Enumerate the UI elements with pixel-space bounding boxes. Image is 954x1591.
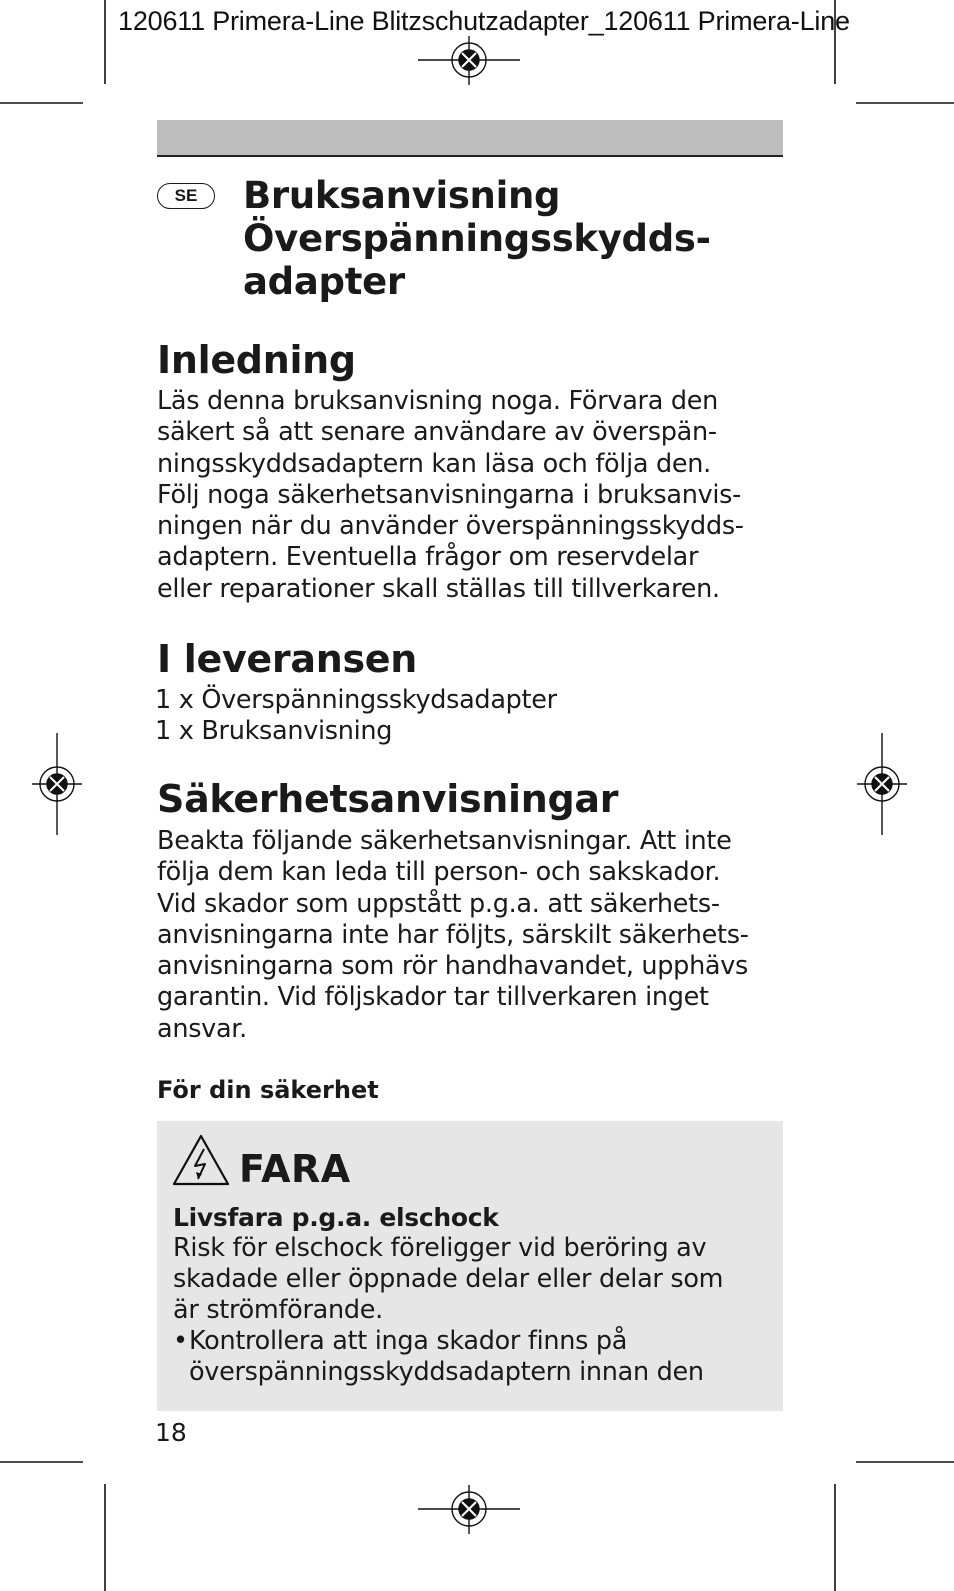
safety-heading: Säkerhetsanvisningar [157, 777, 619, 821]
danger-heading: Livsfara p.g.a. elschock [173, 1203, 499, 1232]
intro-heading: Inledning [157, 338, 356, 382]
title-line: Bruksanvisning [243, 174, 561, 217]
text-line: garantin. Vid följskador tar tillverkaren inget [157, 982, 709, 1013]
delivery-list [155, 685, 795, 748]
bullet-text [173, 1326, 773, 1388]
text-line: säkert så att senare användare av överspän- [157, 417, 717, 448]
high-voltage-warning-icon [171, 1133, 231, 1187]
safety-subheading: För din säkerhet [157, 1076, 379, 1104]
registration-mark-right [857, 733, 907, 835]
safety-paragraph [157, 826, 797, 1045]
registration-mark-left [32, 733, 82, 835]
text-line: ansvar. [157, 1013, 247, 1044]
text-line: adaptern. Eventuella frågor om reservdelar [157, 542, 699, 573]
title-line: Överspänningsskydds- [243, 217, 711, 260]
text-line: ningsskyddsadaptern kan läsa och följa den. [157, 448, 711, 479]
registration-mark-bottom [418, 1485, 520, 1534]
title-line: adapter [243, 260, 405, 303]
document-title [243, 174, 803, 303]
danger-warning-box [157, 1121, 783, 1411]
text-line: Läs denna bruksanvisning noga. Förvara den [157, 386, 718, 416]
text-line: överspänningsskyddsadaptern innan den [189, 1357, 704, 1387]
header-grey-bar [157, 120, 783, 157]
language-badge: SE [157, 183, 215, 209]
page-number: 18 [155, 1418, 187, 1447]
text-line: Beakta följande säkerhetsanvisningar. Att inte [157, 826, 732, 856]
text-line: eller reparationer skall ställas till tillverkaren. [157, 573, 720, 604]
intro-paragraph [157, 386, 797, 605]
text-line: Risk för elschock föreligger vid beröring av [173, 1233, 707, 1263]
delivery-heading: I leveransen [157, 637, 417, 681]
danger-bullet-item [173, 1326, 773, 1388]
text-line: är strömförande. [173, 1295, 383, 1325]
text-line: Kontrollera att inga skador finns på [189, 1326, 628, 1356]
list-item: 1 x Bruksanvisning [155, 716, 393, 747]
text-line: ningen när du använder överspänningsskydds- [157, 511, 744, 542]
list-item: 1 x Överspänningsskydsadapter [155, 685, 557, 715]
text-line: följa dem kan leda till person- och sakskador. [157, 857, 721, 888]
text-line: Vid skador som uppstått p.g.a. att säkerhets- [157, 888, 720, 919]
text-line: anvisningarna som rör handhavandet, upphävs [157, 951, 749, 982]
registration-mark-top [418, 36, 520, 85]
danger-label: FARA [239, 1147, 351, 1191]
text-line: skadade eller öppnade delar eller delar som [173, 1264, 724, 1294]
bullet-dot-icon: • [173, 1326, 188, 1356]
text-line: anvisningarna inte har följts, särskilt säkerhets- [157, 919, 749, 950]
print-slug-header: 120611 Primera-Line Blitzschutzadapter_120611 Primera-Line [118, 6, 850, 36]
danger-text [173, 1233, 773, 1326]
text-line: Följ noga säkerhetsanvisningarna i bruksanvis- [157, 479, 742, 510]
